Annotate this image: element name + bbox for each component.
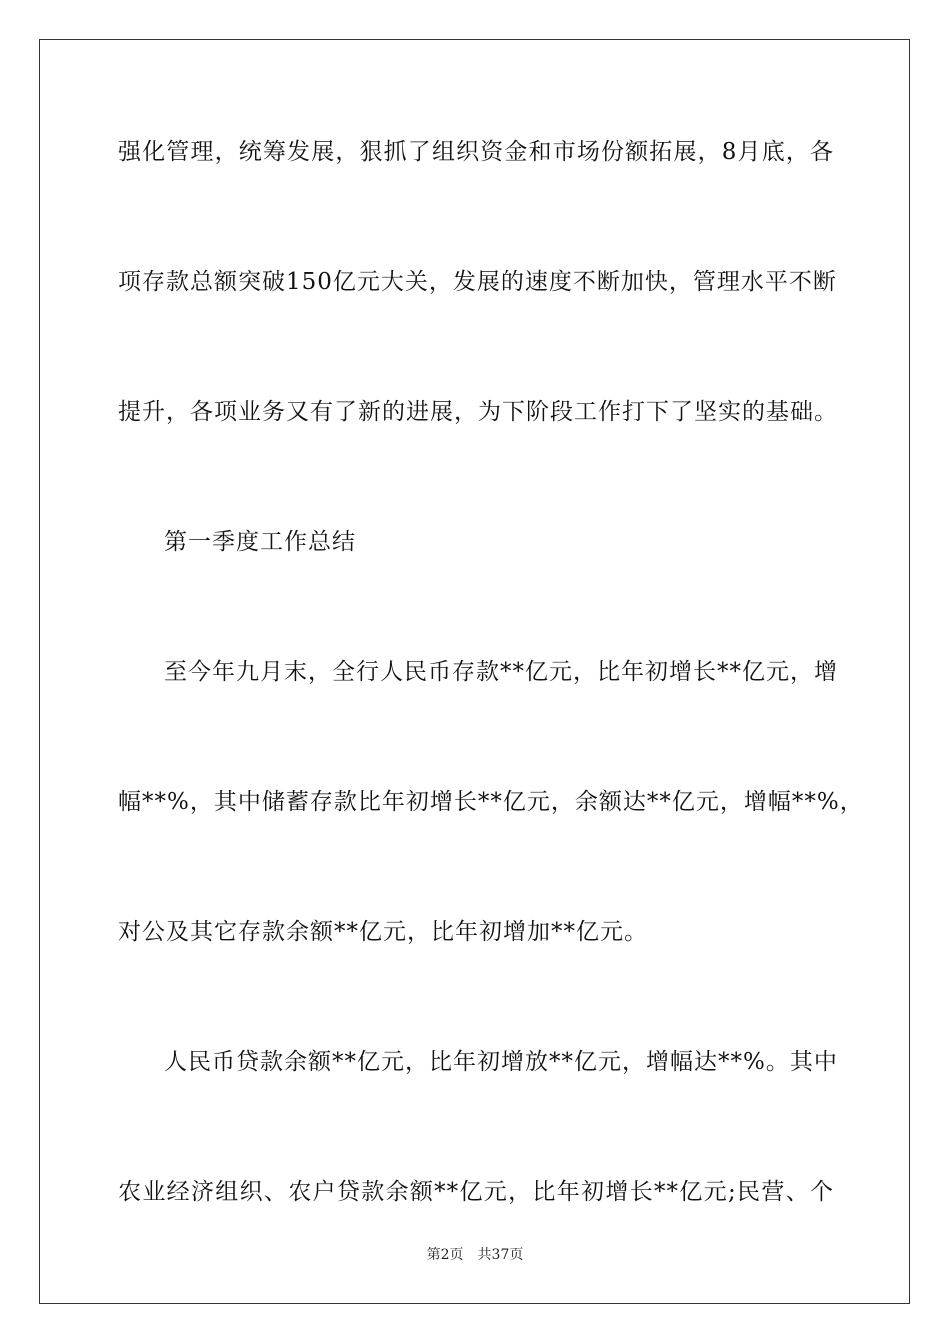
- paragraph-line: 项存款总额突破150亿元大关，发展的速度不断加快，管理水平不断: [118, 269, 837, 295]
- document-body: [118, 120, 864, 1290]
- paragraph-line: 至今年九月末，全行人民币存款**亿元，比年初增长**亿元，增: [164, 659, 838, 685]
- section-heading: 第一季度工作总结: [164, 529, 356, 555]
- paragraph-line: 对公及其它存款余额**亿元，比年初增加**亿元。: [118, 919, 648, 945]
- paragraph-line: 人民币贷款余额**亿元，比年初增放**亿元，增幅达**%。其中: [164, 1049, 838, 1075]
- paragraph-line: 农业经济组织、农户贷款余额**亿元，比年初增长**亿元;民营、个: [118, 1179, 834, 1205]
- paragraph-line: 强化管理，统筹发展，狠抓了组织资金和市场份额拓展，8月底，各: [118, 139, 834, 165]
- paragraph-line: 提升，各项业务又有了新的进展，为下阶段工作打下了坚实的基础。: [118, 399, 838, 425]
- page-number-total: 共37页: [477, 1247, 524, 1263]
- paragraph-line: 幅**%，其中储蓄存款比年初增长**亿元，余额达**亿元，增幅**%，: [118, 789, 864, 815]
- page-number-current: 第2页: [426, 1247, 464, 1263]
- page-footer: [0, 1244, 950, 1264]
